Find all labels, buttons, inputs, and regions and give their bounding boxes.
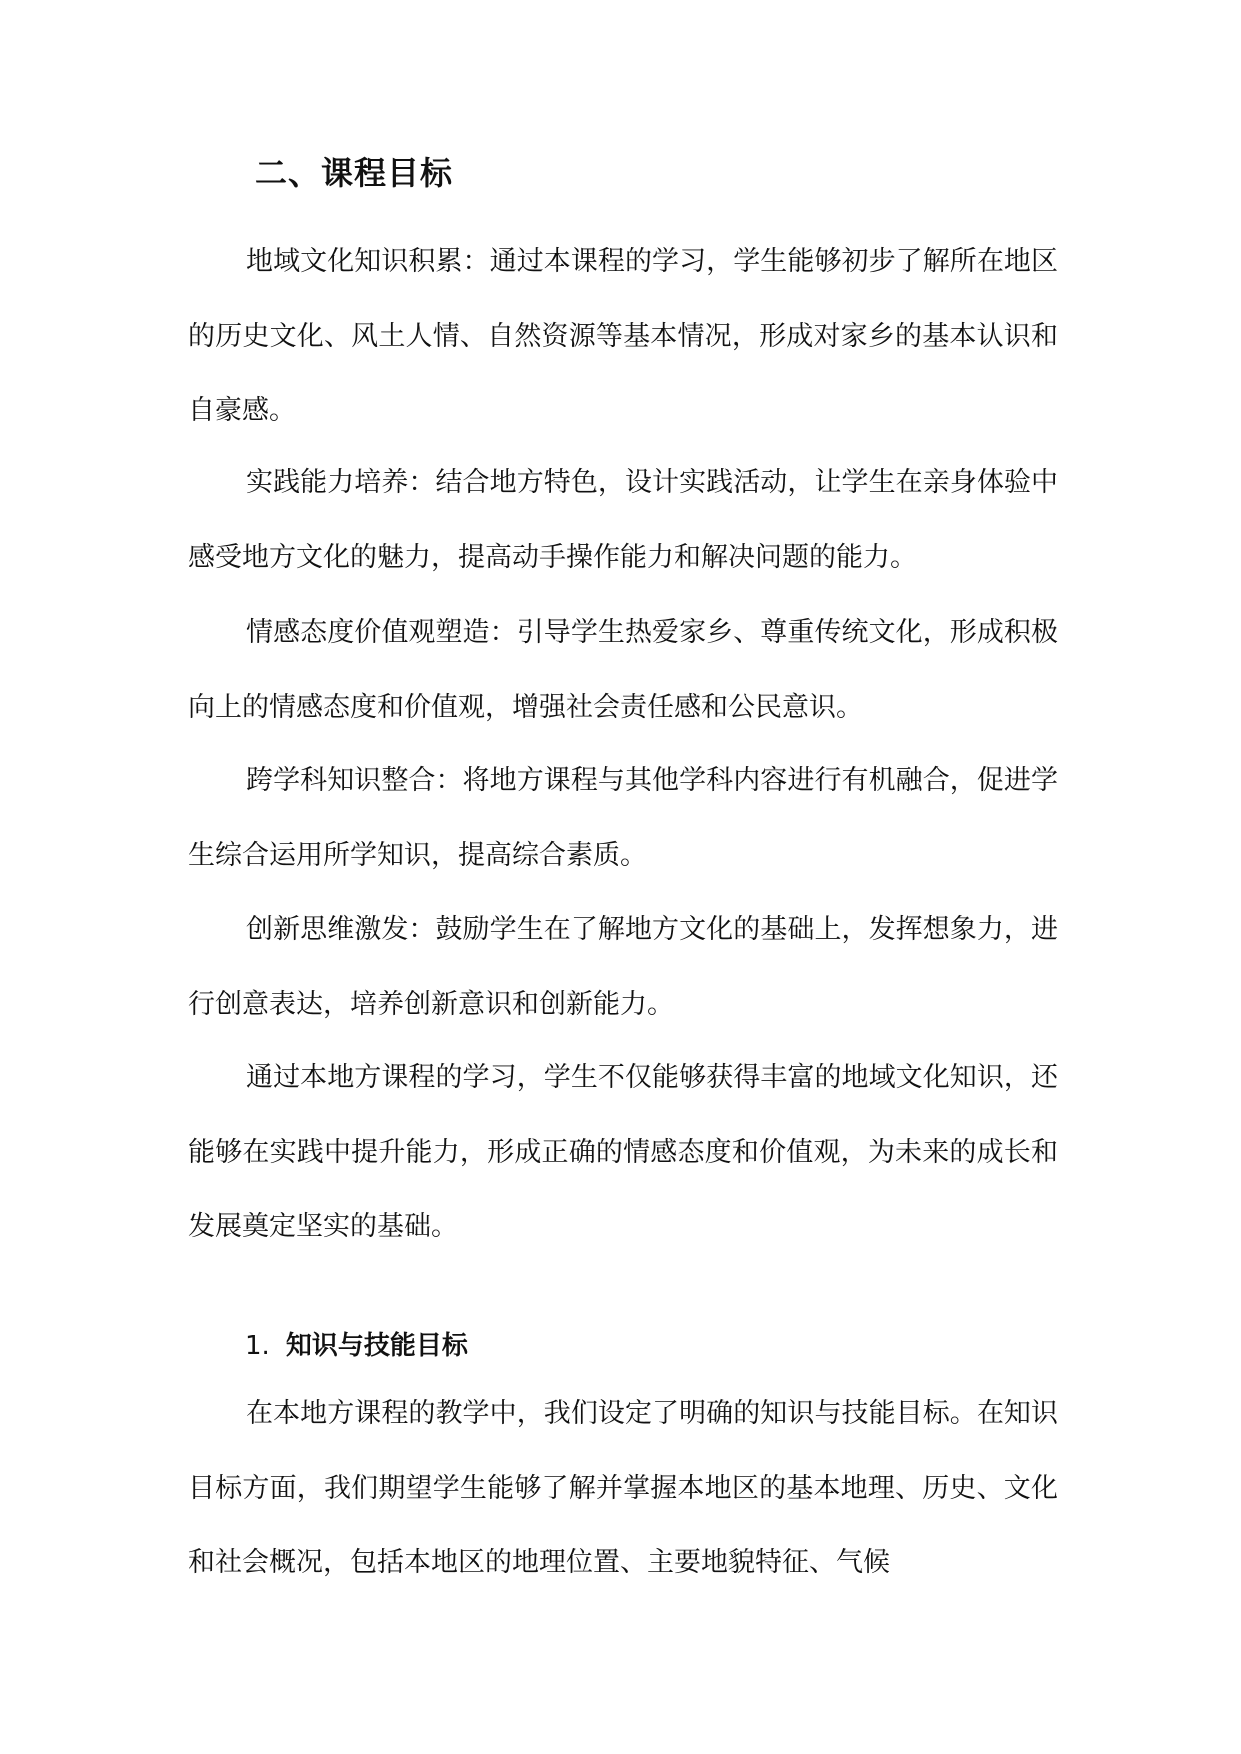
section-heading: 二、课程目标 [255,154,454,192]
paragraph-knowledge-accumulation: 地域文化知识积累：通过本课程的学习，学生能够初步了解所在地区的历史文化、风土人情、自然资源等基本情况，形成对家乡的基本认识和自豪感。 [188,246,1058,426]
subsection-heading [245,1325,468,1367]
paragraph-knowledge-skill-goals: 在本地方课程的教学中，我们设定了明确的知识与技能目标。在知识目标方面，我们期望学生能够了解并掌握本地区的基本地理、历史、文化和社会概况，包括本地区的地理位置、主要地貌特征、气候 [188,1398,1058,1578]
paragraph-innovation: 创新思维激发：鼓励学生在了解地方文化的基础上，发挥想象力，进行创意表达，培养创新意识和创新能力。 [188,914,1058,1020]
paragraph-emotional-values: 情感态度价值观塑造：引导学生热爱家乡、尊重传统文化，形成积极向上的情感态度和价值观，增强社会责任感和公民意识。 [188,617,1058,723]
paragraph-summary: 通过本地方课程的学习，学生不仅能够获得丰富的地域文化知识，还能够在实践中提升能力，形成正确的情感态度和价值观，为未来的成长和发展奠定坚实的基础。 [188,1062,1058,1242]
subsection-number: 1. [245,1331,270,1361]
paragraph-interdisciplinary: 跨学科知识整合：将地方课程与其他学科内容进行有机融合，促进学生综合运用所学知识，提高综合素质。 [188,765,1058,871]
subsection-title: 知识与技能目标 [285,1331,468,1361]
paragraph-practical-ability: 实践能力培养：结合地方特色，设计实践活动，让学生在亲身体验中感受地方文化的魅力，提高动手操作能力和解决问题的能力。 [188,467,1058,573]
